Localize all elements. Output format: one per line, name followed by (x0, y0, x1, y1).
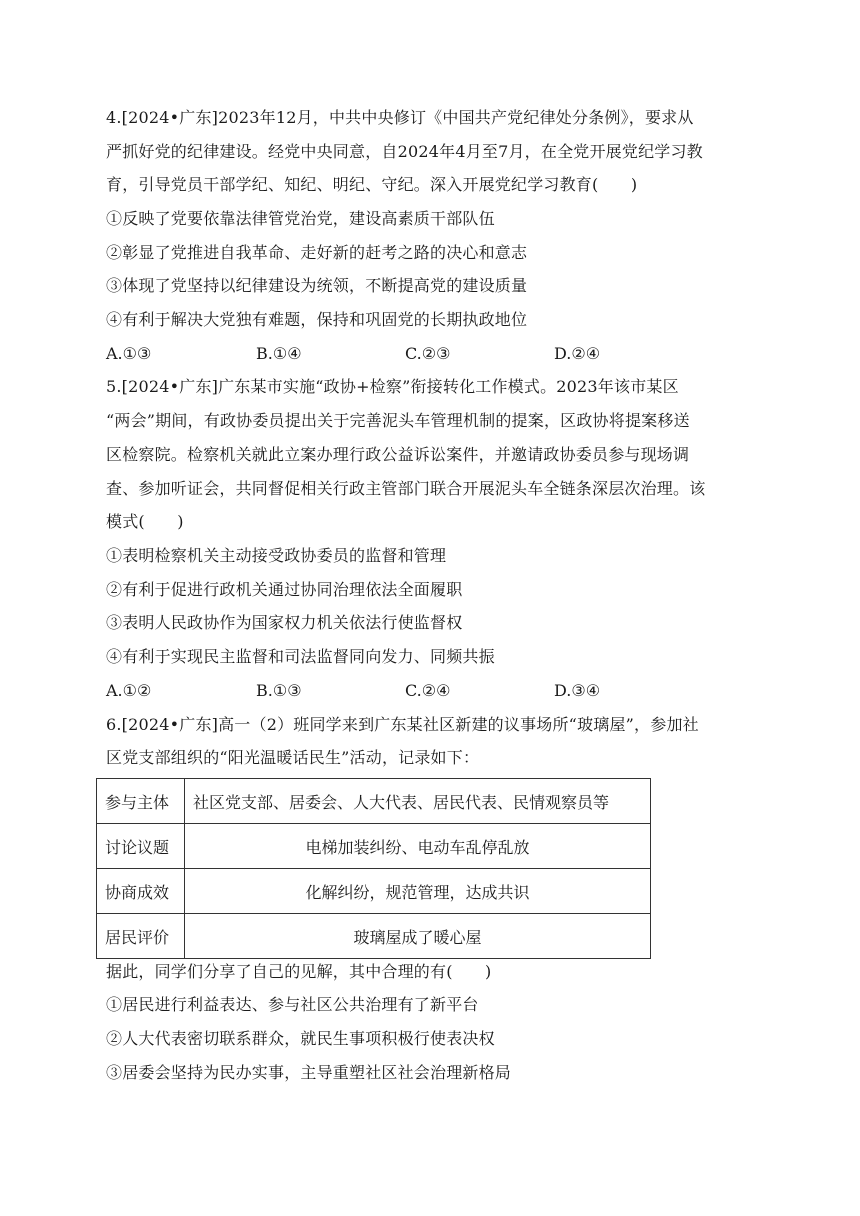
q5-statement-4: ④有利于实现民主监督和司法监督同向发力、同频共振 (106, 647, 495, 666)
table-row (97, 869, 651, 914)
q5-stem-line-3: 区检察院。检察机关就此立案办理行政公益诉讼案件，并邀请政协委员参与现场调 (106, 445, 690, 464)
q4-option-a: A.①③ (106, 344, 152, 363)
q4-statement-3: ③体现了党坚持以纪律建设为统领，不断提高党的建设质量 (106, 276, 528, 295)
table-row-label: 居民评价 (97, 914, 185, 959)
table-row-value: 社区党支部、居委会、人大代表、居民代表、民情观察员等 (185, 779, 651, 824)
q5-option-c: C.②④ (405, 681, 451, 700)
q5-statement-3: ③表明人民政协作为国家权力机关依法行使监督权 (106, 613, 463, 632)
table-row-value: 化解纠纷，规范管理，达成共识 (185, 869, 651, 914)
table-row-value: 玻璃屋成了暖心屋 (185, 914, 651, 959)
q6-statement-1: ①居民进行利益表达、参与社区公共治理有了新平台 (106, 995, 479, 1014)
q5-option-d: D.③④ (554, 681, 601, 700)
q6-stem-line-1: 6.[2024•广东]高一（2）班同学来到广东某社区新建的议事场所“玻璃屋”，参加社 (106, 715, 699, 734)
q5-option-b: B.①③ (256, 681, 302, 700)
q4-stem-line-3: 育，引导党员干部学纪、知纪、明纪、守纪。深入开展党纪学习教育( ) (106, 175, 638, 194)
q4-option-b: B.①④ (256, 344, 302, 363)
q5-option-a: A.①② (106, 681, 152, 700)
q4-option-d: D.②④ (554, 344, 601, 363)
table-row-label: 参与主体 (97, 779, 185, 824)
q5-statement-2: ②有利于促进行政机关通过协同治理依法全面履职 (106, 580, 463, 599)
table-row (97, 779, 651, 824)
q4-stem-line-1: 4.[2024•广东]2023年12月，中共中央修订《中国共产党纪律处分条例》，要求从 (106, 108, 694, 127)
q5-stem-line-4: 查、参加听证会，共同督促相关行政主管部门联合开展泥头车全链条深层次治理。该 (106, 479, 706, 498)
q4-statement-4: ④有利于解决大党独有难题，保持和巩固党的长期执政地位 (106, 310, 528, 329)
q4-option-c: C.②③ (405, 344, 451, 363)
q6-statement-2: ②人大代表密切联系群众，就民生事项积极行使表决权 (106, 1029, 495, 1048)
q4-stem-line-2: 严抓好党的纪律建设。经党中央同意，自2024年4月至7月，在全党开展党纪学习教 (106, 142, 703, 161)
table-row-label: 讨论议题 (97, 824, 185, 869)
table-row (97, 914, 651, 959)
table-row (97, 824, 651, 869)
q5-stem-line-5: 模式( ) (106, 512, 184, 531)
q4-statement-2: ②彰显了党推进自我革命、走好新的赶考之路的决心和意志 (106, 243, 528, 262)
q5-statement-1: ①表明检察机关主动接受政协委员的监督和管理 (106, 546, 447, 565)
q6-question-prompt: 据此，同学们分享了自己的见解，其中合理的有( ) (106, 962, 492, 981)
q5-stem-line-2: “两会”期间，有政协委员提出关于完善泥头车管理机制的提案，区政协将提案移送 (106, 411, 690, 430)
q5-stem-line-1: 5.[2024•广东]广东某市实施“政协+检察”衔接转化工作模式。2023年该市某区 (106, 377, 679, 396)
table-row-label: 协商成效 (97, 869, 185, 914)
table-row-value: 电梯加装纠纷、电动车乱停乱放 (185, 824, 651, 869)
q6-statement-3: ③居委会坚持为民办实事，主导重塑社区社会治理新格局 (106, 1063, 512, 1082)
q4-statement-1: ①反映了党要依靠法律管党治党，建设高素质干部队伍 (106, 209, 495, 228)
activity-record-table (96, 778, 651, 959)
q6-stem-line-2: 区党支部组织的“阳光温暖话民生”活动，记录如下： (106, 748, 480, 767)
